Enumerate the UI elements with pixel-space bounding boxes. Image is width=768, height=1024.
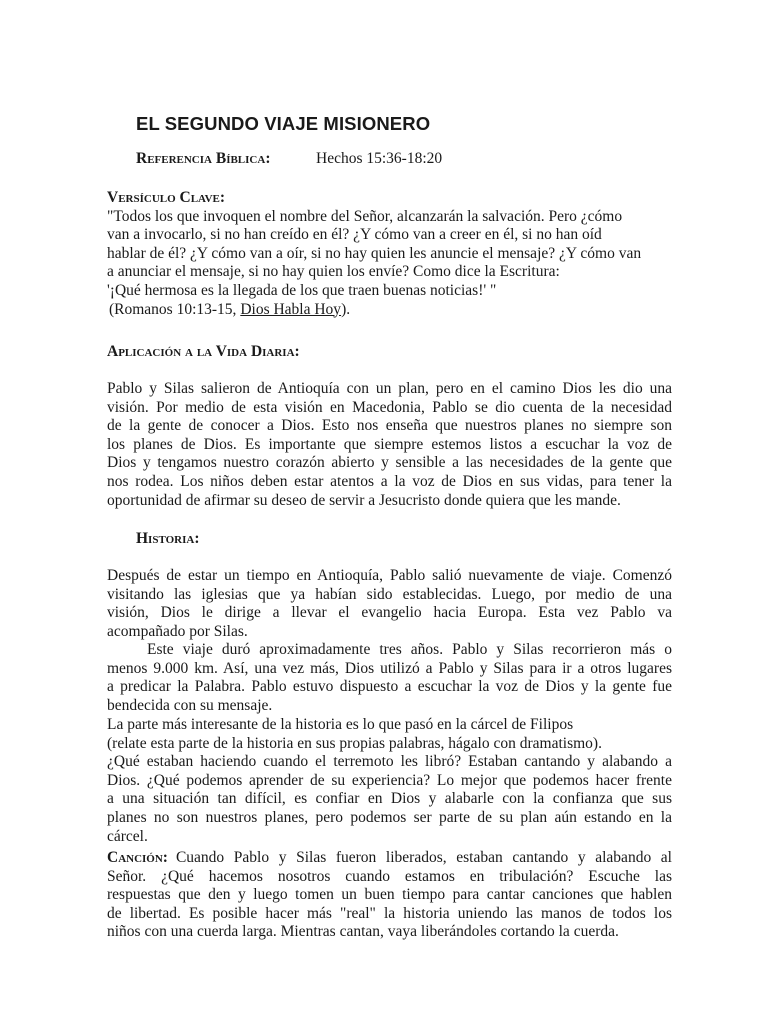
historia-line: planes no son nuestros planes, pero podemos ser parte de su plan aún estando en la xyxy=(107,808,672,826)
citation-prefix: (Romanos 10:13-15, xyxy=(109,300,241,318)
versiculo-line: van a invocarlo, si no han creído en él? ¿Y cómo van a creer en él, si no han oíd xyxy=(107,226,602,244)
historia-paragraph-3 xyxy=(107,716,672,846)
historia-line: Este viaje duró aproximadamente tres años. Pablo y Silas recorrieron más o xyxy=(147,641,672,658)
versiculo-line: "Todos los que invoquen el nombre del Señor, alcanzarán la salvación. Pero ¿cómo xyxy=(107,207,623,225)
historia-line: visión, Dios le dirige a llevar el evangelio hacia Europa. Esta vez Pablo va xyxy=(107,604,672,622)
aplicacion-line: de la gente de conocer a Dios. Esto nos enseña que nuestros planes no siempre son xyxy=(107,417,672,435)
historia-heading-block xyxy=(136,530,701,549)
historia-line: Después de estar un tiempo en Antioquía, Pablo salió nuevamente de viaje. Comenzó xyxy=(107,567,672,584)
historia-line: ¿Qué estaban haciendo cuando el terremoto les libró? Estaban cantando y alabando a xyxy=(107,753,672,771)
cancion-line: Señor. ¿Qué hacemos nosotros cuando estamos en tribulación? Escuche las xyxy=(107,867,672,885)
cancion-line: de libertad. Es posible hacer más "real" la historia uniendo las manos de todos los xyxy=(107,904,672,922)
cancion-line: respuestas que den y luego tomen un buen tiempo para cantar canciones que hablen xyxy=(107,886,672,904)
cancion-section xyxy=(107,849,672,942)
aplicacion-line: nos rodea. Los niños deben estar atentos a la voz de Dios en sus vidas, para tener la xyxy=(107,472,672,490)
versiculo-text xyxy=(107,208,672,320)
referencia-value: Hechos 15:36-18:20 xyxy=(316,150,443,167)
aplicacion-line: Pablo y Silas salieron de Antioquía con un plan, pero en el camino Dios les dio una xyxy=(107,380,672,397)
historia-paragraph-2 xyxy=(107,641,672,715)
historia-line: Dios. ¿Qué podemos aprender de su experiencia? Lo mejor que podemos hacer frente xyxy=(107,771,672,789)
aplicacion-text xyxy=(107,380,672,510)
historia-line: menos 9.000 km. Así, una vez más, Dios utilizó a Pablo y Silas para ir a otros lugares xyxy=(107,659,672,677)
historia-line: a predicar la Palabra. Pablo estuvo dispuesto a escuchar la voz de Dios y la gente fue xyxy=(107,678,672,696)
aplicacion-label: Aplicación a la Vida Diaria: xyxy=(107,343,300,360)
historia-line: (relate esta parte de la historia en sus propias palabras, hágalo con dramatismo). xyxy=(107,734,602,752)
aplicacion-line: los planes de Dios. Es importante que siempre estemos listos a escuchar la voz de xyxy=(107,435,672,453)
historia-line: visitando las iglesias que ya habían sido establecidas. Luego, por medio de una xyxy=(107,585,672,603)
versiculo-citation xyxy=(107,301,672,320)
versiculo-line: hablar de él? ¿Y cómo van a oír, si no hay quien les anuncie el mensaje? ¿Y cómo van xyxy=(107,244,642,262)
versiculo-label: Versículo Clave: xyxy=(107,189,226,206)
aplicacion-heading-block xyxy=(107,343,672,362)
aplicacion-line: Dios y tengamos nuestro corazón abierto y sensible a las necesidades de la gente que xyxy=(107,454,672,472)
cancion-line: Cuando Pablo y Silas fueron liberados, estaban cantando y alabando al xyxy=(175,849,672,866)
versiculo-line: a anunciar el mensaje, si no hay quien los envíe? Como dice la Escritura: xyxy=(107,263,560,281)
aplicacion-line: visión. Por medio de esta visión en Macedonia, Pablo se dio cuenta de la necesidad xyxy=(107,398,672,416)
versiculo-line: '¡Qué hermosa es la llegada de los que traen buenas noticias!' " xyxy=(107,281,497,299)
citation-version-link: Dios Habla Hoy xyxy=(240,300,342,318)
referencia-biblica xyxy=(136,150,443,168)
historia-line: bendecida con su mensaje. xyxy=(107,696,273,714)
historia-line: cárcel. xyxy=(107,827,148,845)
historia-line: La parte más interesante de la historia es lo que pasó en la cárcel de Filipos xyxy=(107,716,574,733)
aplicacion-line: oportunidad de afirmar su deseo de servir a Jesucristo donde quiera que les mande. xyxy=(107,491,621,509)
page-title: EL SEGUNDO VIAJE MISIONERO xyxy=(136,113,431,134)
citation-suffix: ). xyxy=(341,300,351,318)
historia-line: a una situación tan difícil, es confiar en Dios y alabarle con la confianza que sus xyxy=(107,790,672,808)
historia-label: Historia: xyxy=(136,530,200,547)
cancion-label: Canción: xyxy=(107,849,168,866)
historia-paragraph-1 xyxy=(107,567,672,641)
cancion-line: niños con una cuerda larga. Mientras cantan, vaya liberándoles cortando la cuerda. xyxy=(107,923,619,941)
historia-line: acompañado por Silas. xyxy=(107,622,248,640)
versiculo-section xyxy=(107,189,672,319)
referencia-label: Referencia Bíblica: xyxy=(136,150,271,167)
cancion-first-line xyxy=(107,849,672,868)
